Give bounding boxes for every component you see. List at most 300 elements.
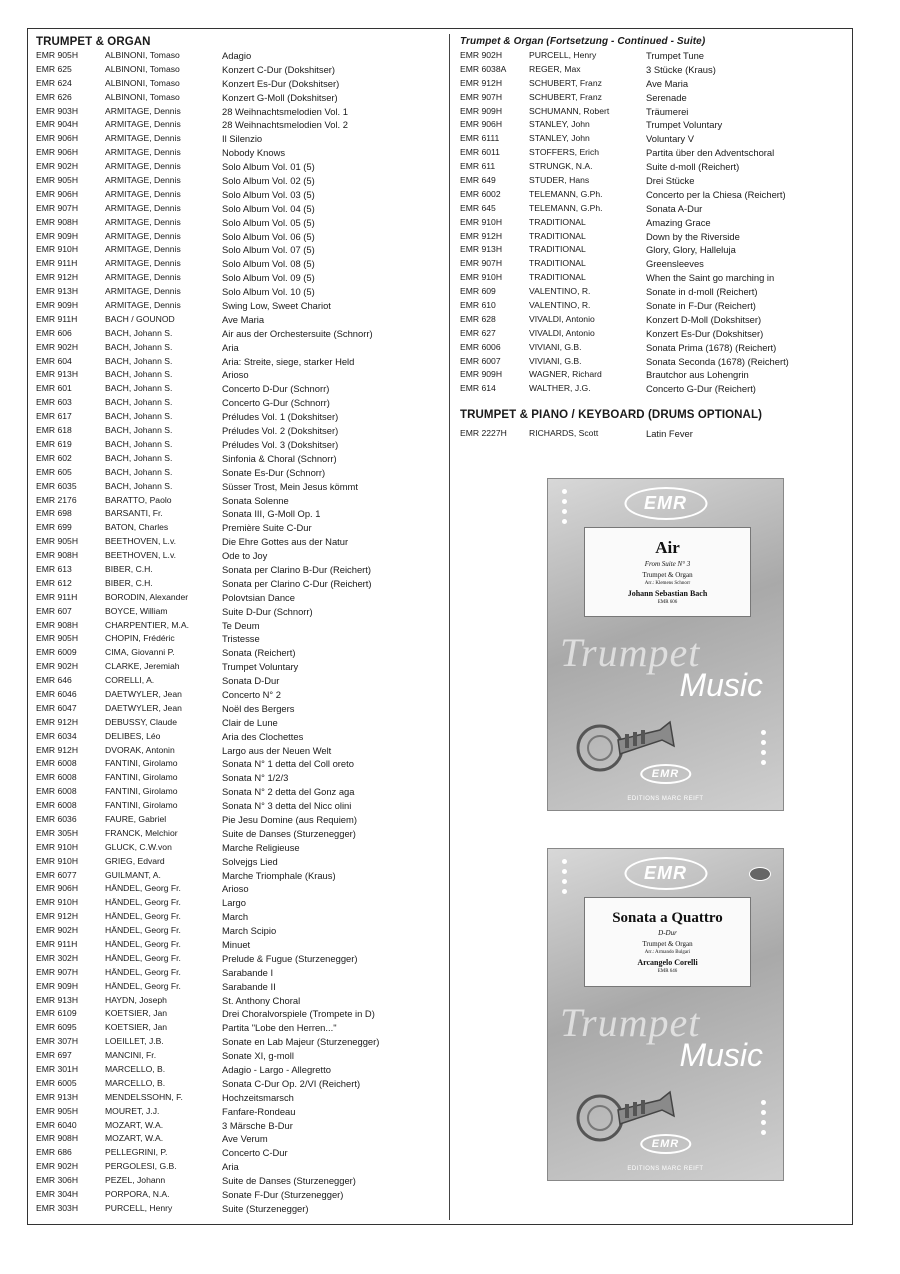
- composer-name: CHOPIN, Frédéric: [105, 633, 175, 644]
- composer-name: BIBER, C.H.: [105, 563, 153, 574]
- composer-name: WAGNER, Richard: [529, 369, 602, 380]
- catalog-row: [36, 632, 446, 646]
- catalog-row: [36, 1146, 446, 1160]
- composer-name: BACH / GOUNOD: [105, 313, 175, 324]
- catalog-row: [36, 1119, 446, 1133]
- work-title: Brautchor aus Lohengrin: [646, 369, 749, 381]
- work-title: Solo Album Vol. 08 (5): [222, 258, 315, 270]
- catalog-number: EMR 6034: [36, 730, 77, 741]
- catalog-number: EMR 911H: [36, 313, 78, 324]
- work-title: Sonate F-Dur (Sturzenegger): [222, 1189, 344, 1201]
- work-title: Préludes Vol. 3 (Dokshitser): [222, 438, 339, 450]
- section-title-trumpet-piano: TRUMPET & PIANO / KEYBOARD (DRUMS OPTIONAL): [460, 409, 763, 422]
- composer-name: HÄNDEL, Georg Fr.: [105, 939, 181, 949]
- composer-name: PELLEGRINI, P.: [105, 1147, 168, 1158]
- work-title: Swing Low, Sweet Chariot: [222, 300, 331, 312]
- catalog-row: [460, 230, 845, 244]
- catalog-row: [36, 674, 446, 688]
- work-title: Solvejgs Lied: [222, 855, 278, 867]
- work-title: Konzert Es-Dur (Dokshitser): [646, 327, 764, 339]
- composer-name: ARMITAGE, Dennis: [105, 161, 181, 172]
- catalog-row: [460, 118, 845, 132]
- catalog-row: [460, 132, 845, 146]
- composer-name: FRANCK, Melchior: [105, 827, 178, 838]
- cover-instrument: Trumpet & Organ: [642, 571, 693, 579]
- composer-name: BACH, Johann S.: [105, 327, 173, 338]
- catalog-row: [36, 799, 446, 813]
- catalog-number: EMR 908H: [36, 1133, 79, 1144]
- catalog-number: EMR 607: [36, 605, 72, 616]
- catalog-number: EMR 6040: [36, 1119, 77, 1130]
- catalog-row: [460, 285, 845, 299]
- work-title: Sonata Prima (1678) (Reichert): [646, 341, 777, 353]
- composer-name: FANTINI, Girolamo: [105, 800, 178, 811]
- catalog-row: [460, 91, 845, 105]
- decor-dots: [562, 489, 570, 529]
- catalog-row: [460, 257, 845, 271]
- work-title: Largo: [222, 897, 246, 909]
- work-title: Aria: [222, 1161, 239, 1173]
- composer-name: ALBINONI, Tomaso: [105, 63, 180, 74]
- composer-name: ARMITAGE, Dennis: [105, 300, 181, 311]
- work-title: Sonata A-Dur: [646, 202, 703, 214]
- work-title: 3 Märsche B-Dur: [222, 1119, 293, 1131]
- composer-name: ARMITAGE, Dennis: [105, 119, 181, 130]
- catalog-row: [36, 77, 446, 91]
- catalog-row: [36, 563, 446, 577]
- composer-name: ARMITAGE, Dennis: [105, 230, 181, 241]
- catalog-number: EMR 908H: [36, 216, 79, 227]
- work-title: Hochzeitsmarsch: [222, 1091, 294, 1103]
- catalog-row: [36, 702, 446, 716]
- work-title: Suite d-moll (Reichert): [646, 161, 740, 173]
- catalog-row: [36, 216, 446, 230]
- work-title: St. Anthony Choral: [222, 994, 301, 1006]
- work-title: Nobody Knows: [222, 147, 286, 159]
- cover-title: Sonata a Quattro: [612, 910, 723, 926]
- catalog-number: EMR 913H: [36, 369, 79, 380]
- catalog-number: EMR 906H: [36, 133, 79, 144]
- composer-name: BACH, Johann S.: [105, 341, 173, 352]
- catalog-row: [36, 466, 446, 480]
- catalog-row: [36, 577, 446, 591]
- catalog-row: [36, 716, 446, 730]
- composer-name: BACH, Johann S.: [105, 369, 173, 380]
- work-title: Partita über den Adventschoral: [646, 147, 775, 159]
- catalog-number: EMR 610: [460, 300, 496, 311]
- work-title: Sonata D-Dur: [222, 675, 280, 687]
- work-title: Solo Album Vol. 03 (5): [222, 188, 315, 200]
- work-title: Polovtsian Dance: [222, 591, 295, 603]
- work-title: Concerto D-Dur (Schnorr): [222, 383, 330, 395]
- catalog-number: EMR 911H: [36, 591, 78, 602]
- catalog-row: [460, 341, 845, 355]
- composer-name: ARMITAGE, Dennis: [105, 175, 181, 186]
- work-title: Sonata N° 1 detta del Coll oreto: [222, 758, 354, 770]
- catalog-number: EMR 902H: [36, 341, 79, 352]
- catalog-number: EMR 617: [36, 411, 72, 422]
- composer-name: GRIEG, Edvard: [105, 855, 165, 866]
- work-title: Solo Album Vol. 10 (5): [222, 286, 315, 298]
- composer-name: KOETSIER, Jan: [105, 1022, 168, 1033]
- composer-name: STUDER, Hans: [529, 175, 590, 186]
- catalog-row: [36, 91, 446, 105]
- cover-instrument: Trumpet & Organ: [642, 940, 693, 948]
- catalog-number: EMR 303H: [36, 1202, 79, 1213]
- catalog-row: [36, 243, 446, 257]
- catalog-number: EMR 909H: [460, 105, 503, 116]
- composer-name: HÄNDEL, Georg Fr.: [105, 897, 181, 908]
- right-column: [460, 35, 845, 441]
- composer-name: TRADITIONAL: [529, 258, 586, 269]
- work-title: Ave Maria: [646, 77, 689, 89]
- work-title: Solo Album Vol. 06 (5): [222, 230, 315, 242]
- catalog-row: [460, 355, 845, 369]
- cover-word-music: Music: [679, 1037, 763, 1073]
- catalog-number: EMR 907H: [36, 966, 79, 977]
- catalog-row: [460, 202, 845, 216]
- catalog-number: EMR 6111: [460, 133, 500, 144]
- work-title: Sonata N° 1/2/3: [222, 772, 289, 784]
- work-title: Sonate Es-Dur (Schnorr): [222, 466, 326, 478]
- catalog-number: EMR 908H: [36, 550, 79, 561]
- composer-name: BACH, Johann S.: [105, 397, 173, 408]
- catalog-number: EMR 907H: [460, 258, 503, 269]
- composer-name: TELEMANN, G.Ph.: [529, 188, 603, 199]
- cover-composer: Johann Sebastian Bach: [627, 589, 708, 598]
- catalog-row: [36, 855, 446, 869]
- catalog-number: EMR 605: [36, 466, 72, 477]
- composer-name: CHARPENTIER, M.A.: [105, 619, 190, 630]
- composer-name: BATON, Charles: [105, 522, 169, 533]
- catalog-number: EMR 912H: [36, 911, 79, 922]
- catalog-row: [36, 966, 446, 980]
- catalog-number: EMR 902H: [36, 1161, 79, 1172]
- catalog-row: [460, 243, 845, 257]
- catalog-number: EMR 905H: [36, 175, 79, 186]
- composer-name: BORODIN, Alexander: [105, 591, 189, 602]
- composer-name: REGER, Max: [529, 63, 581, 74]
- catalog-row: [460, 77, 845, 91]
- cover-title: Air: [655, 538, 680, 557]
- catalog-number: EMR 604: [36, 355, 72, 366]
- catalog-number: EMR 909H: [36, 300, 79, 311]
- catalog-number: EMR 6095: [36, 1022, 77, 1033]
- work-title: March Scipio: [222, 925, 277, 937]
- work-title: Aria: [222, 341, 239, 353]
- catalog-list-left: [36, 49, 446, 1216]
- composer-name: CLARKE, Jeremiah: [105, 661, 180, 672]
- work-title: Sonata per Clarino B-Dur (Reichert): [222, 563, 372, 575]
- catalog-number: EMR 649: [460, 175, 496, 186]
- catalog-row: [36, 285, 446, 299]
- catalog-row: [460, 146, 845, 160]
- work-title: Süsser Trost, Mein Jesus kömmt: [222, 480, 358, 492]
- work-title: Amazing Grace: [646, 216, 711, 228]
- catalog-number: EMR 6035: [36, 480, 77, 491]
- catalog-row: [36, 368, 446, 382]
- catalog-number: EMR 627: [460, 327, 496, 338]
- catalog-number: EMR 911H: [36, 939, 78, 949]
- composer-name: ARMITAGE, Dennis: [105, 244, 181, 255]
- catalog-number: EMR 603: [36, 397, 72, 408]
- catalog-number: EMR 2227H: [460, 428, 507, 439]
- catalog-number: EMR 645: [460, 202, 496, 213]
- catalog-row: [36, 744, 446, 758]
- composer-name: ARMITAGE, Dennis: [105, 147, 181, 158]
- catalog-row: [460, 299, 845, 313]
- catalog-row: [36, 424, 446, 438]
- composer-name: ALBINONI, Tomaso: [105, 77, 180, 88]
- work-title: Sinfonia & Choral (Schnorr): [222, 452, 337, 464]
- catalog-row: [36, 1063, 446, 1077]
- catalog-row: [36, 827, 446, 841]
- work-title: Suite de Danses (Sturzenegger): [222, 1175, 356, 1187]
- catalog-number: EMR 912H: [36, 744, 79, 755]
- cover-word-music: Music: [679, 667, 763, 703]
- catalog-row: [36, 507, 446, 521]
- catalog-number: EMR 626: [36, 91, 72, 102]
- work-title: March: [222, 911, 249, 923]
- catalog-number: EMR 903H: [36, 105, 79, 116]
- work-title: Konzert G-Moll (Dokshitser): [222, 91, 338, 103]
- composer-name: HAYDN, Joseph: [105, 994, 167, 1005]
- catalog-number: EMR 913H: [460, 244, 503, 255]
- composer-name: PEZEL, Johann: [105, 1175, 166, 1186]
- composer-name: ARMITAGE, Dennis: [105, 216, 181, 227]
- catalog-row: [460, 188, 845, 202]
- composer-name: BACH, Johann S.: [105, 411, 173, 422]
- catalog-row: [36, 202, 446, 216]
- composer-name: DAETWYLER, Jean: [105, 702, 182, 713]
- cover-arranger: Arr.: Klemens Schnorr: [644, 581, 691, 586]
- catalog-row: [460, 271, 845, 285]
- catalog-number: EMR 912H: [36, 272, 79, 283]
- composer-name: BACH, Johann S.: [105, 466, 173, 477]
- work-title: Solo Album Vol. 02 (5): [222, 175, 315, 187]
- work-title: Préludes Vol. 1 (Dokshitser): [222, 411, 339, 423]
- catalog-number: EMR 306H: [36, 1175, 79, 1186]
- work-title: Die Ehre Gottes aus der Natur: [222, 536, 349, 548]
- catalog-row: [36, 730, 446, 744]
- work-title: Clair de Lune: [222, 716, 278, 728]
- catalog-row: [36, 688, 446, 702]
- work-title: Partita "Lobe den Herren...": [222, 1022, 337, 1034]
- catalog-row: [36, 494, 446, 508]
- catalog-number: EMR 6036: [36, 813, 77, 824]
- work-title: Préludes Vol. 2 (Dokshitser): [222, 425, 339, 437]
- work-title: Konzert D-Moll (Dokshitser): [646, 313, 762, 325]
- composer-name: ALBINONI, Tomaso: [105, 50, 180, 60]
- composer-name: HÄNDEL, Georg Fr.: [105, 966, 181, 977]
- catalog-row: [36, 1049, 446, 1063]
- catalog-row: [36, 1077, 446, 1091]
- catalog-number: EMR 6008: [36, 758, 77, 769]
- work-title: Sonata N° 3 detta del Nicc olini: [222, 800, 352, 812]
- composer-name: PURCELL, Henry: [529, 50, 597, 60]
- work-title: When the Saint go marching in: [646, 272, 775, 284]
- catalog-number: EMR 307H: [36, 1036, 79, 1047]
- catalog-row: [36, 327, 446, 341]
- catalog-number: EMR 2176: [36, 494, 77, 505]
- work-title: Solo Album Vol. 05 (5): [222, 216, 315, 228]
- work-title: Solo Album Vol. 04 (5): [222, 202, 315, 214]
- catalog-row: [36, 1035, 446, 1049]
- catalog-row: [36, 382, 446, 396]
- work-title: Adagio: [222, 50, 252, 61]
- composer-name: BACH, Johann S.: [105, 480, 173, 491]
- work-title: Drei Stücke: [646, 175, 695, 187]
- catalog-number: EMR 686: [36, 1147, 72, 1158]
- cover-sonata-a-quattro: [547, 848, 784, 1181]
- work-title: 28 Weihnachtsmelodien Vol. 2: [222, 119, 348, 131]
- composer-name: KOETSIER, Jan: [105, 1008, 168, 1019]
- composer-name: GUILMANT, A.: [105, 869, 161, 880]
- catalog-number: EMR 301H: [36, 1064, 79, 1075]
- work-title: Minuet: [222, 939, 251, 950]
- catalog-row: [36, 841, 446, 855]
- catalog-number: EMR 909H: [36, 230, 79, 241]
- composer-name: ALBINONI, Tomaso: [105, 91, 180, 102]
- composer-name: ARMITAGE, Dennis: [105, 105, 181, 116]
- composer-name: VIVIANI, G.B.: [529, 341, 582, 352]
- composer-name: BACH, Johann S.: [105, 383, 173, 394]
- composer-name: FANTINI, Girolamo: [105, 786, 178, 797]
- work-title: Aria: Streite, siege, starker Held: [222, 355, 355, 367]
- catalog-number: EMR 910H: [36, 244, 79, 255]
- decor-dots: [761, 1100, 769, 1140]
- cover-title-panel: [584, 897, 751, 987]
- catalog-number: EMR 6002: [460, 188, 501, 199]
- composer-name: CORELLI, A.: [105, 675, 155, 686]
- work-title: Greensleeves: [646, 258, 704, 270]
- catalog-row: [36, 1202, 446, 1216]
- composer-name: TRADITIONAL: [529, 244, 586, 255]
- catalog-row: [460, 105, 845, 119]
- catalog-number: EMR 910H: [36, 855, 79, 866]
- work-title: Solo Album Vol. 07 (5): [222, 244, 315, 256]
- catalog-row: [36, 230, 446, 244]
- composer-name: ARMITAGE, Dennis: [105, 133, 181, 144]
- composer-name: STANLEY, John: [529, 133, 590, 144]
- work-title: Ave Verum: [222, 1133, 268, 1145]
- catalog-row: [36, 757, 446, 771]
- catalog-row: [36, 813, 446, 827]
- catalog-row: [36, 952, 446, 966]
- composer-name: VALENTINO, R.: [529, 300, 591, 311]
- catalog-number: EMR 905H: [36, 1105, 79, 1116]
- catalog-list-piano: [460, 427, 845, 441]
- composer-name: VIVALDI, Antonio: [529, 327, 595, 338]
- emr-logo-small: EMR: [640, 764, 691, 784]
- work-title: Konzert C-Dur (Dokshitser): [222, 63, 336, 75]
- composer-name: RICHARDS, Scott: [529, 428, 599, 439]
- catalog-number: EMR 606: [36, 327, 72, 338]
- catalog-row: [36, 355, 446, 369]
- work-title: Ode to Joy: [222, 550, 268, 562]
- cover-air: [547, 478, 784, 811]
- composer-name: BACH, Johann S.: [105, 355, 173, 366]
- composer-name: STRUNGK, N.A.: [529, 161, 593, 172]
- catalog-number: EMR 908H: [36, 619, 79, 630]
- work-title: Tristesse: [222, 633, 260, 645]
- composer-name: STOFFERS, Erich: [529, 147, 600, 158]
- work-title: Voluntary V: [646, 133, 694, 145]
- catalog-row: [36, 521, 446, 535]
- work-title: Down by the Riverside: [646, 230, 740, 242]
- catalog-row: [36, 257, 446, 271]
- composer-name: HÄNDEL, Georg Fr.: [105, 952, 181, 963]
- catalog-row: [36, 438, 446, 452]
- catalog-row: [36, 938, 446, 952]
- work-title: Sonata Seconda (1678) (Reichert): [646, 355, 789, 367]
- catalog-number: EMR 698: [36, 508, 72, 519]
- catalog-number: EMR 646: [36, 675, 72, 686]
- cover-number: EMR 606: [657, 600, 678, 605]
- cover-arranger: Arr.: Armando Bulgari: [644, 950, 691, 955]
- composer-name: BEETHOVEN, L.v.: [105, 550, 176, 561]
- work-title: Konzert Es-Dur (Dokshitser): [222, 77, 340, 89]
- catalog-number: EMR 6008: [36, 772, 77, 783]
- catalog-row: [460, 63, 845, 77]
- catalog-row: [36, 1105, 446, 1119]
- work-title: Première Suite C-Dur: [222, 522, 312, 534]
- cover-badge: [749, 867, 771, 881]
- composer-name: CIMA, Giovanni P.: [105, 647, 175, 658]
- catalog-row: [36, 785, 446, 799]
- catalog-number: EMR 902H: [36, 925, 79, 936]
- catalog-number: EMR 628: [460, 313, 496, 324]
- work-title: Solo Album Vol. 01 (5): [222, 161, 315, 173]
- emr-logo: EMR: [624, 857, 707, 890]
- emr-logo: EMR: [624, 487, 707, 520]
- cover-subtitle: From Suite N° 3: [644, 560, 691, 568]
- composer-name: DVORAK, Antonin: [105, 744, 175, 755]
- catalog-number: EMR 910H: [36, 897, 79, 908]
- work-title: Concerto G-Dur (Reichert): [646, 383, 756, 395]
- catalog-number: EMR 6077: [36, 869, 77, 880]
- catalog-number: EMR 902H: [460, 50, 503, 60]
- composer-name: FAURE, Gabriel: [105, 813, 167, 824]
- catalog-row: [460, 382, 845, 396]
- catalog-number: EMR 602: [36, 452, 72, 463]
- catalog-number: EMR 612: [36, 577, 72, 588]
- composer-name: VIVIANI, G.B.: [529, 355, 582, 366]
- work-title: Sonata III, G-Moll Op. 1: [222, 508, 321, 520]
- work-title: Prelude & Fugue (Sturzenegger): [222, 952, 358, 964]
- composer-name: GLUCK, C.W.von: [105, 841, 172, 852]
- work-title: Il Silenzio: [222, 133, 263, 145]
- work-title: Suite (Sturzenegger): [222, 1202, 309, 1214]
- catalog-number: EMR 304H: [36, 1189, 79, 1200]
- catalog-number: EMR 6007: [460, 355, 501, 366]
- composer-name: MARCELLO, B.: [105, 1064, 166, 1075]
- catalog-row: [36, 869, 446, 883]
- work-title: Concerto N° 2: [222, 688, 281, 700]
- work-title: Air aus der Orchestersuite (Schnorr): [222, 327, 373, 339]
- composer-name: MARCELLO, B.: [105, 1077, 166, 1088]
- catalog-number: EMR 613: [36, 563, 72, 574]
- composer-name: ARMITAGE, Dennis: [105, 202, 181, 213]
- work-title: Sonate en Lab Majeur (Sturzenegger): [222, 1036, 380, 1048]
- catalog-number: EMR 906H: [36, 147, 79, 158]
- composer-name: FANTINI, Girolamo: [105, 772, 178, 783]
- work-title: Ave Maria: [222, 313, 265, 325]
- composer-name: WALTHER, J.G.: [529, 383, 591, 394]
- catalog-number: EMR 909H: [36, 980, 79, 991]
- catalog-row: [36, 646, 446, 660]
- work-title: Sarabande I: [222, 966, 274, 978]
